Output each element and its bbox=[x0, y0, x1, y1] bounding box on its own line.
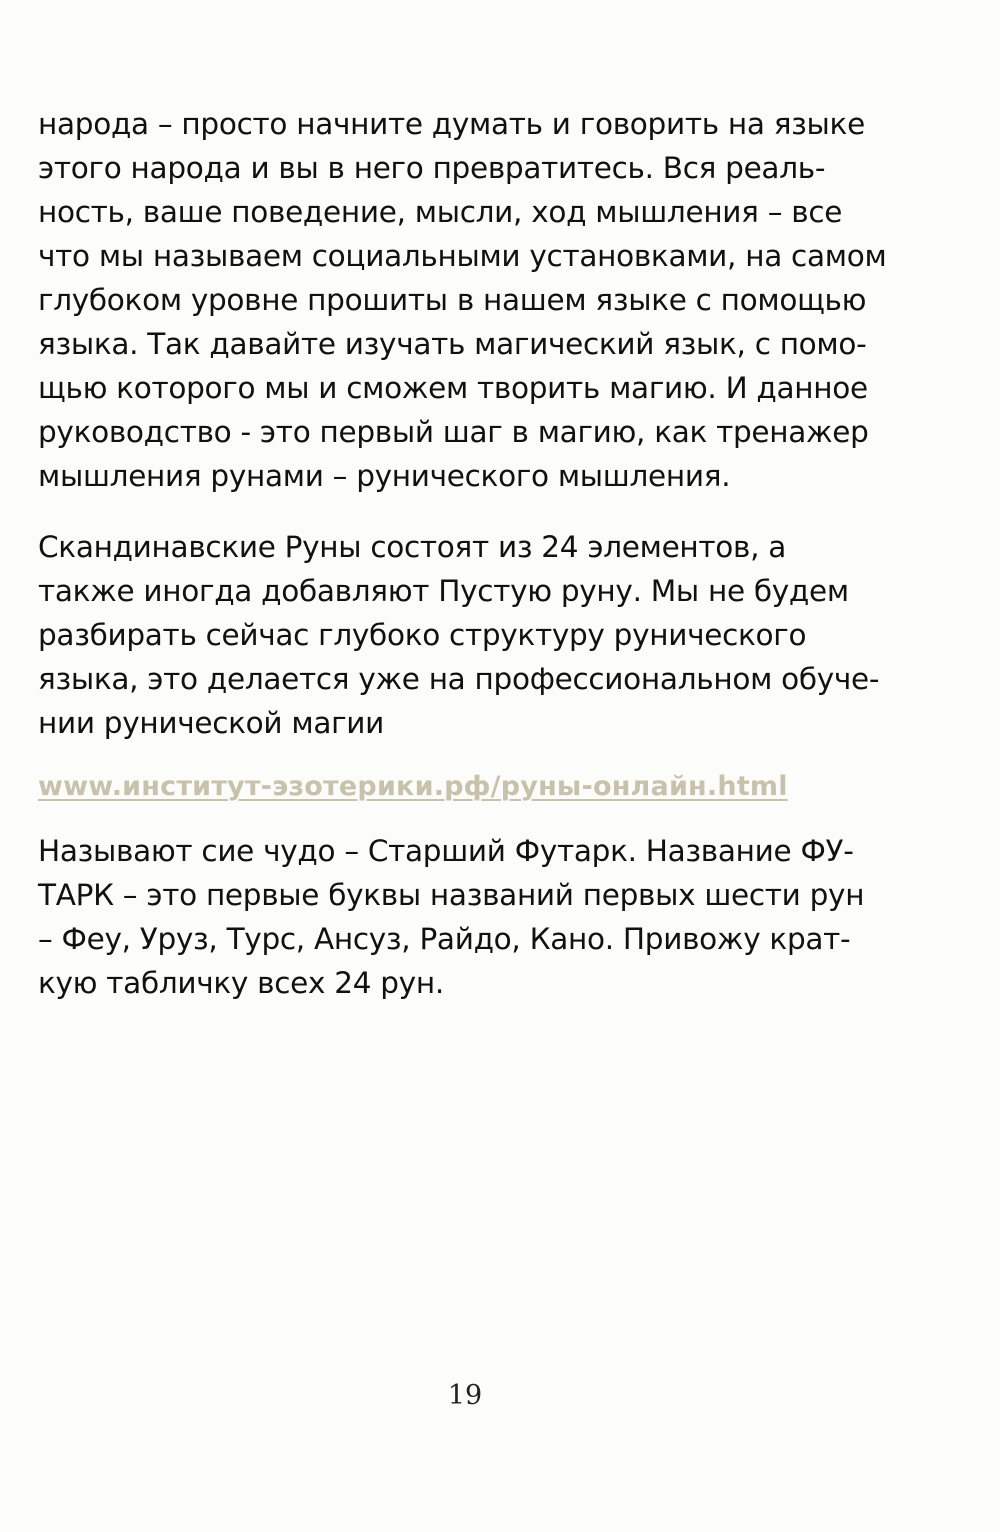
paragraph-3-line-2: ТАРК – это первые буквы названий первых шести рун bbox=[38, 878, 865, 912]
paragraph-1-line-7: щью которого мы и сможем творить магию. И данное bbox=[38, 371, 868, 405]
paragraph-1-line-1: народа – просто начните думать и говорить на языке bbox=[38, 107, 865, 141]
website-link[interactable]: www.институт-эзотерики.рф/руны-онлайн.html bbox=[38, 771, 788, 802]
paragraph-2-line-4: языка, это делается уже на профессиональном обуче- bbox=[38, 662, 880, 696]
paragraph-3-line-3: – Феу, Уруз, Турс, Ансуз, Райдо, Кано. Привожу крат- bbox=[38, 922, 851, 956]
paragraph-1-line-5: глубоком уровне прошиты в нашем языке с помощью bbox=[38, 283, 867, 317]
paragraph-1-line-8: руководство - это первый шаг в магию, как тренажер bbox=[38, 415, 869, 449]
paragraph-1-line-9: мышления рунами – рунического мышления. bbox=[38, 459, 731, 493]
paragraph-1-line-6: языка. Так давайте изучать магический язык, с помо- bbox=[38, 327, 867, 361]
page-number: 19 bbox=[447, 1380, 483, 1411]
paragraph-2-line-3: разбирать сейчас глубоко структуру рунического bbox=[38, 618, 807, 652]
paragraph-2-line-2: также иногда добавляют Пустую руну. Мы не будем bbox=[38, 574, 849, 608]
paragraph-2-line-1: Скандинавские Руны состоят из 24 элементов, а bbox=[38, 530, 787, 564]
paragraph-3-line-1: Называют сие чудо – Старший Футарк. Название ФУ- bbox=[38, 834, 854, 868]
paragraph-2-line-5: нии рунической магии bbox=[38, 706, 385, 740]
paragraph-1-line-4: что мы называем социальными установками, на самом bbox=[38, 239, 887, 273]
paragraph-1-line-2: этого народа и вы в него превратитесь. Вся реаль- bbox=[38, 151, 826, 185]
paragraph-1-line-3: ность, ваше поведение, мысли, ход мышления – все bbox=[38, 195, 843, 229]
paragraph-3-line-4: кую табличку всех 24 рун. bbox=[38, 966, 444, 1000]
